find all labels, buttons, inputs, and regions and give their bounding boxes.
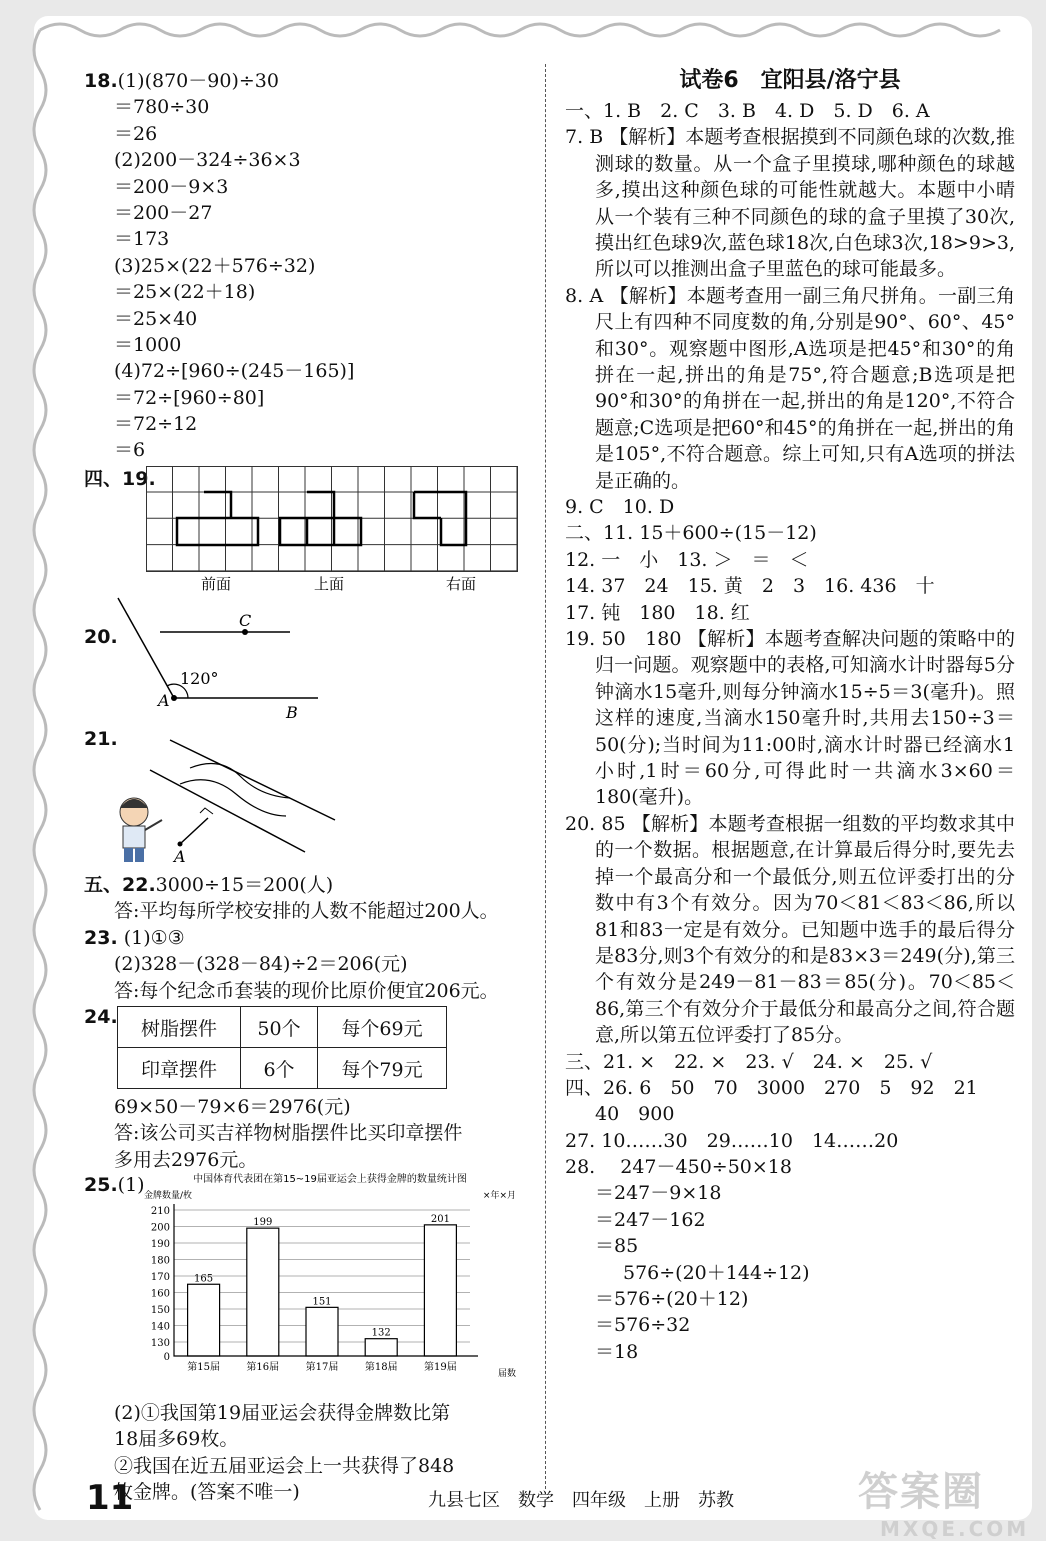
- q19-grid-figure: [146, 466, 518, 592]
- footer-text: 九县七区 数学 四年级 上册 苏教: [428, 1490, 734, 1511]
- chart-value-label: 199: [253, 1217, 273, 1229]
- view-shapes: [177, 492, 466, 545]
- chart-bar: [365, 1339, 397, 1356]
- chart-ytick: 0: [163, 1352, 170, 1363]
- q23-part2: (2)328－(328－84)÷2＝206(元): [114, 953, 408, 976]
- q20-point-b: B: [286, 703, 298, 722]
- q22-q23-block: [84, 872, 544, 1004]
- table-cell: 树脂摆件: [118, 1007, 241, 1048]
- q18-text: (1)(870－90)÷30: [117, 70, 279, 92]
- chart-category-label: 第17届: [305, 1362, 339, 1373]
- q18-line: [84, 411, 544, 437]
- watermark-top: 答案圈: [858, 1469, 984, 1515]
- answer-line: 一、1. B 2. C 3. B 4. D 5. D 6. A: [565, 100, 930, 122]
- chart-title: 中国体育代表团在第15~19届亚运会上获得金牌的数量统计图: [193, 1174, 467, 1185]
- q25-p2c: ②我国在近五届亚运会上一共获得了848: [114, 1454, 455, 1477]
- q18-line: [84, 437, 544, 463]
- q18-line: [84, 200, 544, 226]
- q18-text: ＝200－27: [114, 201, 213, 224]
- right-column: [565, 68, 1015, 1365]
- table-row: [118, 1048, 447, 1089]
- chart-ytick: 190: [150, 1239, 170, 1250]
- q22-equation: 3000÷15＝200(人): [155, 874, 334, 896]
- chart-value-label: 132: [371, 1327, 391, 1339]
- chart-category-label: 第16届: [246, 1362, 280, 1373]
- answer-line: 7. B 【解析】本题考查根据摸到不同颜色球的次数,推测球的数量。从一个盒子里摸球,哪种颜色的球越多,摸出这种颜色球的可能性就越大。本题中小晴从一个装有三种不同颜色的球的盒子里摸了30次,摸出红色球9次,蓝色球18次,白色球3次,18>9>3,所以可以推测出盒子里蓝色的球可能最多。: [565, 126, 1015, 281]
- q24-equation: 69×50－79×6＝2976(元): [114, 1096, 351, 1118]
- q18-line: [84, 306, 544, 332]
- table-cell: 50个: [241, 1007, 318, 1048]
- q20-point-a: A: [158, 691, 170, 710]
- chart-ytick: 130: [150, 1338, 170, 1349]
- q18-line: [84, 279, 544, 305]
- answer-line: 28. 247－450÷50×18: [565, 1156, 792, 1179]
- chart-ytick: 140: [150, 1321, 170, 1333]
- answer-line: 8. A 【解析】本题考查用一副三角尺拼角。一副三角尺上有四种不同度数的角,分别是90°、60°、45°和30°。观察题中图形,A选项是把45°和30°的角拼在一起,拼出的角是75°,符合题意;B选项是把90°和30°的角拼在一起,拼出的角是120°,不符合题意;C选项是把60°和45°的角拼在一起,拼出的角是105°,不符合题意。综上可知,只有A选项的拼法是正确的。: [565, 284, 1015, 492]
- q24-solution: [114, 1094, 554, 1173]
- q25-number: 25.: [84, 1174, 118, 1196]
- chart-category-label: 第18届: [364, 1362, 398, 1373]
- q23-answer: 答:每个纪念币套装的现价比原价便宜206元。: [114, 979, 499, 1002]
- q21-label: 21.: [84, 728, 118, 750]
- q23-part1: (1)①③: [123, 926, 185, 949]
- q20-angle-label: 120°: [180, 669, 219, 688]
- answer-line: 27. 10……30 29……10 14……20: [565, 1129, 899, 1152]
- chart-bar: [306, 1307, 338, 1356]
- q18-text: ＝1000: [114, 333, 182, 356]
- paper-title: 试卷6 宜阳县/洛宁县: [679, 68, 901, 93]
- table-row: [118, 1007, 447, 1048]
- watermark-bottom: MXQE.COM: [880, 1517, 1030, 1541]
- q18-line: [84, 68, 544, 94]
- answer-line: ＝247－9×18: [595, 1182, 722, 1205]
- answer-line: 三、21. × 22. × 23. √ 24. × 25. √: [565, 1050, 933, 1073]
- chart-bar: [424, 1225, 456, 1356]
- q18-text: ＝173: [114, 228, 170, 251]
- q18-line: [84, 226, 544, 252]
- q18-line: [84, 358, 544, 384]
- q18-line: [84, 121, 544, 147]
- answer-line: 四、26. 6 50 70 3000 270 5 92 21: [565, 1076, 978, 1099]
- left-column: [84, 68, 544, 464]
- chart-xlabel: 届数: [497, 1369, 516, 1379]
- chart-date: ×年×月: [482, 1191, 516, 1201]
- q18-line: [84, 253, 544, 279]
- chart-value-label: 165: [194, 1273, 214, 1285]
- q18-text: ＝25×(22＋18): [114, 281, 256, 304]
- view-label-top: 上面: [314, 575, 345, 592]
- q25-label: [84, 1174, 145, 1200]
- q19-label: 四、19.: [84, 468, 156, 490]
- chart-category-label: 第19届: [424, 1362, 457, 1373]
- answer-line: ＝576÷(20＋12): [595, 1288, 749, 1311]
- q18-line: [84, 385, 544, 411]
- view-label-right: 右面: [446, 575, 477, 592]
- q18-text: (3)25×(22＋576÷32): [114, 254, 316, 277]
- q18-label: 18.: [84, 70, 118, 92]
- q18-line: [84, 174, 544, 200]
- page-number: 11: [86, 1478, 134, 1518]
- q25-p2a: (2)①我国第19届亚运会获得金牌数比第: [114, 1402, 451, 1424]
- column-divider: [545, 64, 546, 1489]
- q18-block: [84, 68, 544, 464]
- chart-ylabel: 金牌数量/枚: [144, 1191, 193, 1201]
- answer-line: 12. 一 小 13. ＞ ＝ ＜: [565, 548, 809, 571]
- answer-line: ＝576÷32: [595, 1314, 691, 1337]
- q25-p2b: 18届多69枚。: [114, 1428, 239, 1451]
- answer-line: 40 900: [595, 1103, 675, 1126]
- q24-label: 24.: [84, 1006, 118, 1028]
- q20-angle-figure: [110, 596, 330, 726]
- q22-answer: 答:平均每所学校安排的人数不能超过200人。: [114, 900, 499, 923]
- q18-text: ＝200－9×3: [114, 175, 229, 198]
- table-cell: 6个: [241, 1048, 318, 1089]
- q18-line: [84, 147, 544, 173]
- chart-ytick: 170: [150, 1272, 170, 1283]
- q25-bar-chart: [140, 1168, 520, 1380]
- chart-ytick: 180: [150, 1255, 170, 1267]
- q18-text: ＝72÷[960÷80]: [114, 386, 265, 409]
- q18-text: ＝72÷12: [114, 413, 198, 436]
- q18-text: (4)72÷[960÷(245－165)]: [114, 360, 355, 383]
- q20-point-c: C: [239, 611, 252, 630]
- table-cell: 印章摆件: [118, 1048, 241, 1089]
- q25-p2d: 枚金牌。(答案不唯一): [114, 1481, 300, 1504]
- q24-answer-2: 多用去2976元。: [114, 1148, 258, 1171]
- chart-category-label: 第15届: [187, 1362, 220, 1373]
- table-cell: 每个69元: [318, 1007, 447, 1048]
- chart-ytick: 160: [150, 1288, 170, 1300]
- chart-ytick: 200: [150, 1222, 170, 1234]
- q21-river-figure: [110, 720, 340, 870]
- q18-line: [84, 332, 544, 358]
- q23-label: 23.: [84, 926, 118, 949]
- answer-line: 9. C 10. D: [565, 496, 675, 519]
- watermark-logo: [858, 1460, 1029, 1541]
- answer-line: ＝85: [595, 1235, 639, 1258]
- answer-list: [565, 98, 1015, 1365]
- answer-line: ＝18: [595, 1340, 639, 1363]
- q18-text: ＝25×40: [114, 307, 198, 330]
- q21-point-a: A: [174, 847, 186, 866]
- q18-text: ＝780÷30: [114, 96, 210, 119]
- answer-line: ＝247－162: [595, 1208, 706, 1231]
- q18-text: ＝6: [114, 439, 146, 462]
- q22-label: 五、22.: [84, 874, 156, 896]
- view-label-front: 前面: [201, 575, 232, 592]
- chart-value-label: 151: [312, 1296, 332, 1308]
- q24-price-table: [117, 1006, 447, 1089]
- answer-line: 576÷(20＋144÷12): [623, 1261, 810, 1284]
- answer-line: 20. 85 【解析】本题考查根据一组数的平均数求其中的一个数据。根据题意,在计算最后得分时,要先去掉一个最高分和一个最低分,则五位评委打出的分数中有3个有效分。因为70＜81＜83＜86,所以81和83一定是有效分。已知题中选手的最后得分是83分,则3个有效分的和是83×3＝249(分),第三个有效分是249－81－83＝85(分)。70＜85＜86,第三个有效分介于最低分和最高分之间,符合题意,所以第五位评委打了85分。: [565, 812, 1015, 1047]
- answer-line: 二、11. 15＋600÷(15－12): [565, 522, 817, 545]
- q18-text: ＝26: [114, 122, 158, 145]
- boy-icon: [120, 798, 162, 862]
- q24-answer-1: 答:该公司买吉祥物树脂摆件比买印章摆件: [114, 1122, 463, 1145]
- table-cell: 每个79元: [318, 1048, 447, 1089]
- chart-value-label: 201: [430, 1213, 450, 1225]
- q25-sub1: (1): [117, 1174, 145, 1196]
- answer-line: 19. 50 180 【解析】本题考查解决问题的策略中的归一问题。观察题中的表格,可知滴水计时器每5分钟滴水15毫升,则每分钟滴水15÷5＝3(毫升)。照这样的速度,当滴水150毫升时,共用去150÷3＝50(分);当时间为11:00时,滴水计时器已经滴水1小时,1时＝60分,可得此时一共滴水3×60＝180(毫升)。: [565, 628, 1015, 809]
- q18-line: [84, 94, 544, 120]
- answer-line: 17. 钝 180 18. 红: [565, 601, 750, 624]
- chart-ytick: 210: [150, 1206, 170, 1217]
- chart-ytick: 150: [150, 1305, 170, 1316]
- q18-text: (2)200－324÷36×3: [114, 149, 301, 172]
- chart-bar: [247, 1228, 279, 1356]
- answer-line: 14. 37 24 15. 黄 2 3 16. 436 十: [565, 575, 935, 598]
- q20-label: 20.: [84, 626, 118, 648]
- chart-bar: [188, 1284, 220, 1356]
